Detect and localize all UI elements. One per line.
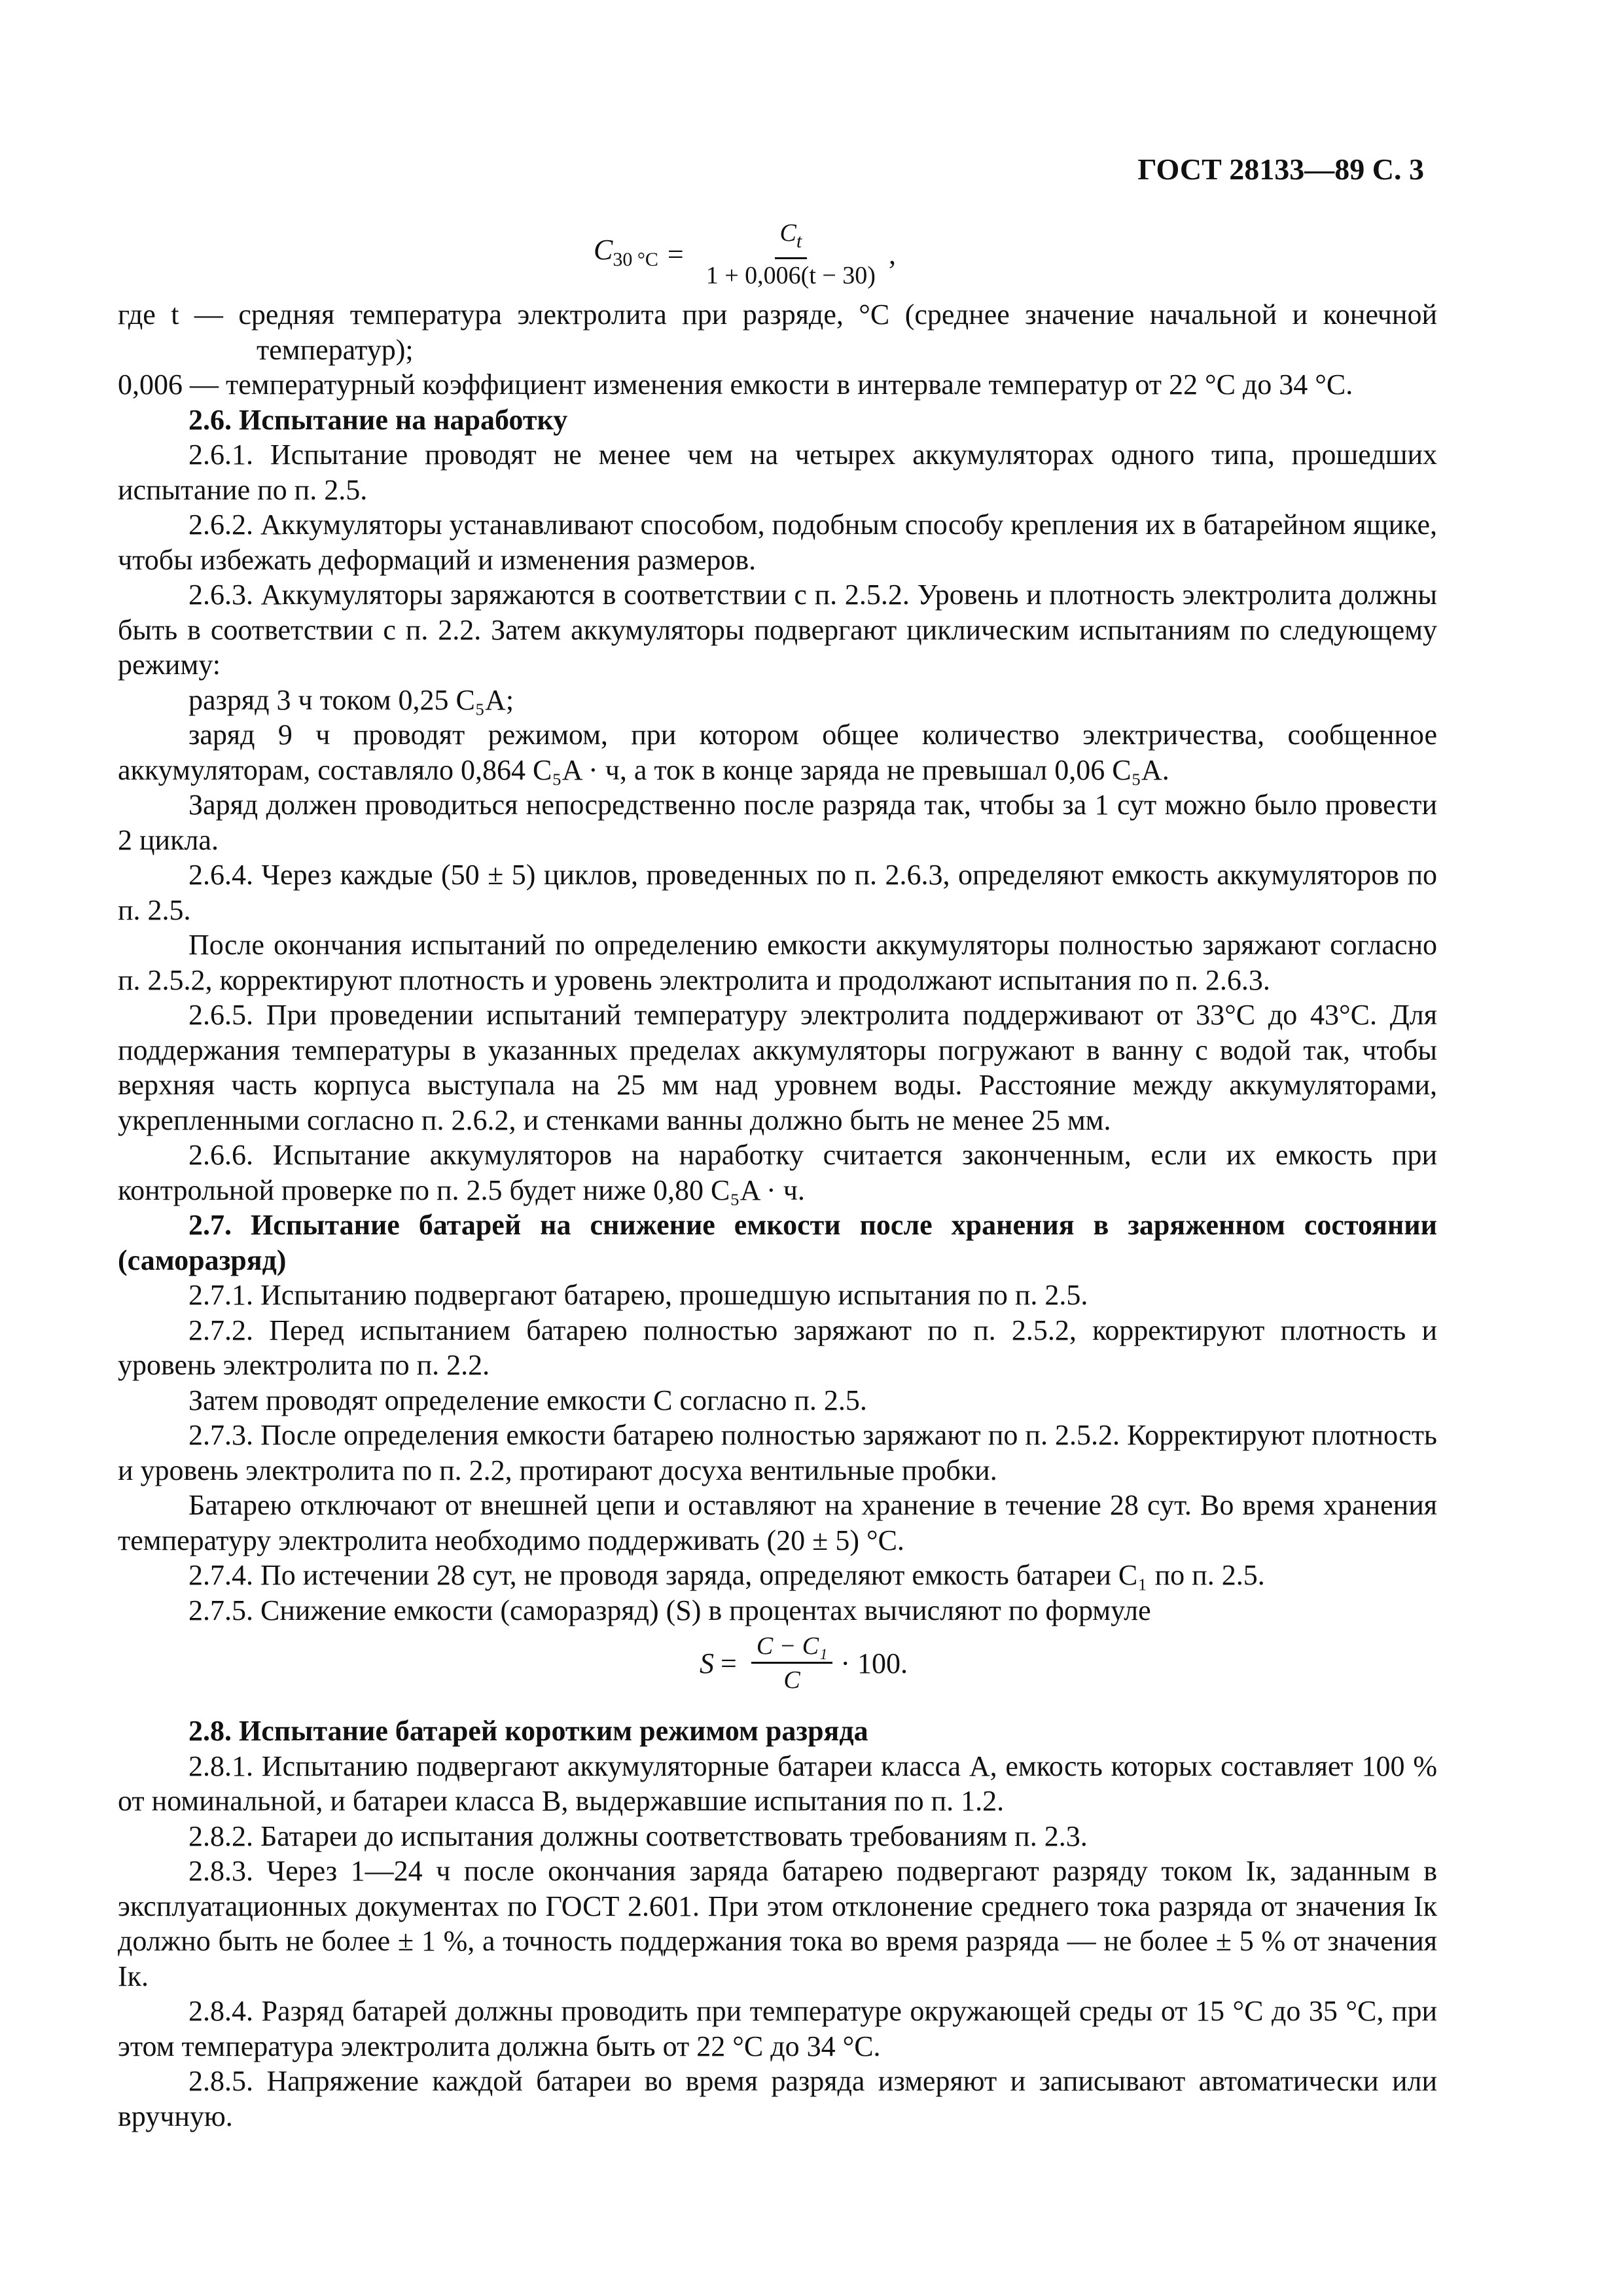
formula-fraction: $\frac{\text{C − C₁}}{C}$ xyxy=(751,1633,833,1694)
paragraph-2-7-3: 2.7.3. После определения емкости батарею полностью заряжают по п. 2.5.2. Корректируют плотность и уровень электролита по п. 2.2, протирают досуха вентильные пробки. xyxy=(118,1419,1437,1486)
paragraph-2-8-2: 2.8.2. Батареи до испытания должны соответствовать требованиям п. 2.3. xyxy=(188,1820,1088,1852)
paragraph-charge-timing: Заряд должен проводиться непосредственно после разряда так, чтобы за 1 сут можно было провести 2 цикла. xyxy=(118,789,1437,856)
heading-2-8: 2.8. Испытание батарей коротким режимом разряда xyxy=(188,1715,868,1747)
paragraph-2-8-4: 2.8.4. Разряд батарей должны проводить при температуре окружающей среды от 15 °С до 35 °С, при этом температура электролита должна быть от 22 °С до 34 °С. xyxy=(118,1995,1437,2062)
heading-2-6: 2.6. Испытание на наработку xyxy=(188,403,568,436)
paragraph-coefficient: 0,006 — температурный коэффициент изменения емкости в интервале температур от 22 °С до 34 °С. xyxy=(118,368,1353,401)
paragraph-2-6-4: 2.6.4. Через каждые (50 ± 5) циклов, проведенных по п. 2.6.3, определяют емкость аккумуляторов по п. 2.5. xyxy=(118,859,1437,926)
paragraph-2-6-6: 2.6.6. Испытание аккумуляторов на наработку считается законченным, если их емкость при контрольной проверке по п. 2.5 будет ниже 0,80 C₅A · ч. xyxy=(118,1139,1437,1206)
heading-2-7: 2.7. Испытание батарей на снижение емкости после хранения в заряженном состоянии (саморазряд) xyxy=(118,1209,1437,1276)
formula-lhs: $C_{30 ^\circ C}$ xyxy=(594,233,658,270)
paragraph-after-tests: После окончания испытаний по определению емкости аккумуляторы полностью заряжают согласно п. 2.5.2, корректируют плотность и уровень электролита и продолжают испытания по п. 2.6.3. xyxy=(118,929,1437,996)
paragraph-2-6-2: 2.6.2. Аккумуляторы устанавливают способом, подобным способу крепления их в батарейном ящике, чтобы избежать деформаций и изменения размеров. xyxy=(118,509,1437,576)
paragraph-2-7-5: 2.7.5. Снижение емкости (саморазряд) (S) в процентах вычисляют по формуле xyxy=(188,1594,1151,1626)
formula-capacity-30c xyxy=(52,220,1437,289)
paragraph-2-6-3: 2.6.3. Аккумуляторы заряжаются в соответствии с п. 2.5.2. Уровень и плотность электролита должны быть в соответствии с п. 2.2. Затем аккумуляторы подвергают циклическим испытаниям по следующему режиму: xyxy=(118,579,1437,681)
paragraph-capacity-c: Затем проводят определение емкости C согласно п. 2.5. xyxy=(188,1384,867,1416)
paragraph-2-6-5: 2.6.5. При проведении испытаний температуру электролита поддерживают от 33°С до 43°С. Для поддержания температуры в указанных пределах аккумуляторы погружают в ванну с водой так, чтобы верхняя часть корпуса выступала на 25 мм над уровнем воды. Расстояние между аккумуляторами, укрепленными согласно п. 2.6.2, и стенками ванны должно быть не менее 25 мм. xyxy=(118,999,1437,1136)
paragraph-storage: Батарею отключают от внешней цепи и оставляют на хранение в течение 28 сут. Во время хранения температуру электролита необходимо поддерживать (20 ± 5) °С. xyxy=(118,1489,1437,1556)
formula-fraction: $\frac{C_t}{1 + 0,006(t - 30)}$ xyxy=(705,219,876,289)
formula-lhs: S xyxy=(699,1647,714,1679)
page-header: ГОСТ 28133—89 С. 3 xyxy=(1137,152,1424,186)
paragraph-2-8-3: 2.8.3. Через 1—24 ч после окончания заряда батарею подвергают разряду током Iк, заданным в эксплуатационных документах по ГОСТ 2.601. При этом отклонение среднего тока разряда от значения Iк должно быть не более ± 1 %, а точность поддержания тока во время разряда — не более ± 5 % от значения Iк. xyxy=(118,1855,1437,1992)
paragraph-charge-mode: заряд 9 ч проводят режимом, при котором общее количество электричества, сообщенное аккумуляторам, составляло 0,864 C₅A · ч, а ток в конце заряда не превышал 0,06 C₅A. xyxy=(118,719,1437,786)
paragraph-discharge-mode: разряд 3 ч током 0,25 C₅A; xyxy=(188,683,514,716)
formula-equals: = xyxy=(667,238,684,271)
paragraph-where: где t — средняя температура электролита при разряде, °С (среднее значение начальной и конечной температур); xyxy=(118,298,1437,366)
paragraph-2-8-5: 2.8.5. Напряжение каждой батареи во время разряда измеряют и записывают автоматически или вручную. xyxy=(118,2065,1437,2132)
paragraph-2-8-1: 2.8.1. Испытанию подвергают аккумуляторные батареи класса А, емкость которых составляет 100 % от номинальной, и батареи класса В, выдержавшие испытания по п. 1.2. xyxy=(118,1749,1437,1817)
formula-tail: · 100. xyxy=(840,1647,908,1679)
paragraph-2-7-1: 2.7.1. Испытанию подвергают батарею, прошедшую испытания по п. 2.5. xyxy=(188,1279,1088,1311)
paragraph-2-7-2: 2.7.2. Перед испытанием батарею полностью заряжают по п. 2.5.2, корректируют плотность и уровень электролита по п. 2.2. xyxy=(118,1314,1437,1381)
formula-tail: , xyxy=(888,238,896,271)
paragraph-2-7-4: 2.7.4. По истечении 28 сут, не проводя заряда, определяют емкость батареи C₁ по п. 2.5. xyxy=(188,1559,1265,1591)
document-body xyxy=(118,216,1437,2134)
formula-self-discharge xyxy=(170,1633,1437,1694)
paragraph-2-6-1: 2.6.1. Испытание проводят не менее чем на четырех аккумуляторах одного типа, прошедших испытание по п. 2.5. xyxy=(118,439,1437,506)
formula-equals: = xyxy=(720,1647,737,1679)
